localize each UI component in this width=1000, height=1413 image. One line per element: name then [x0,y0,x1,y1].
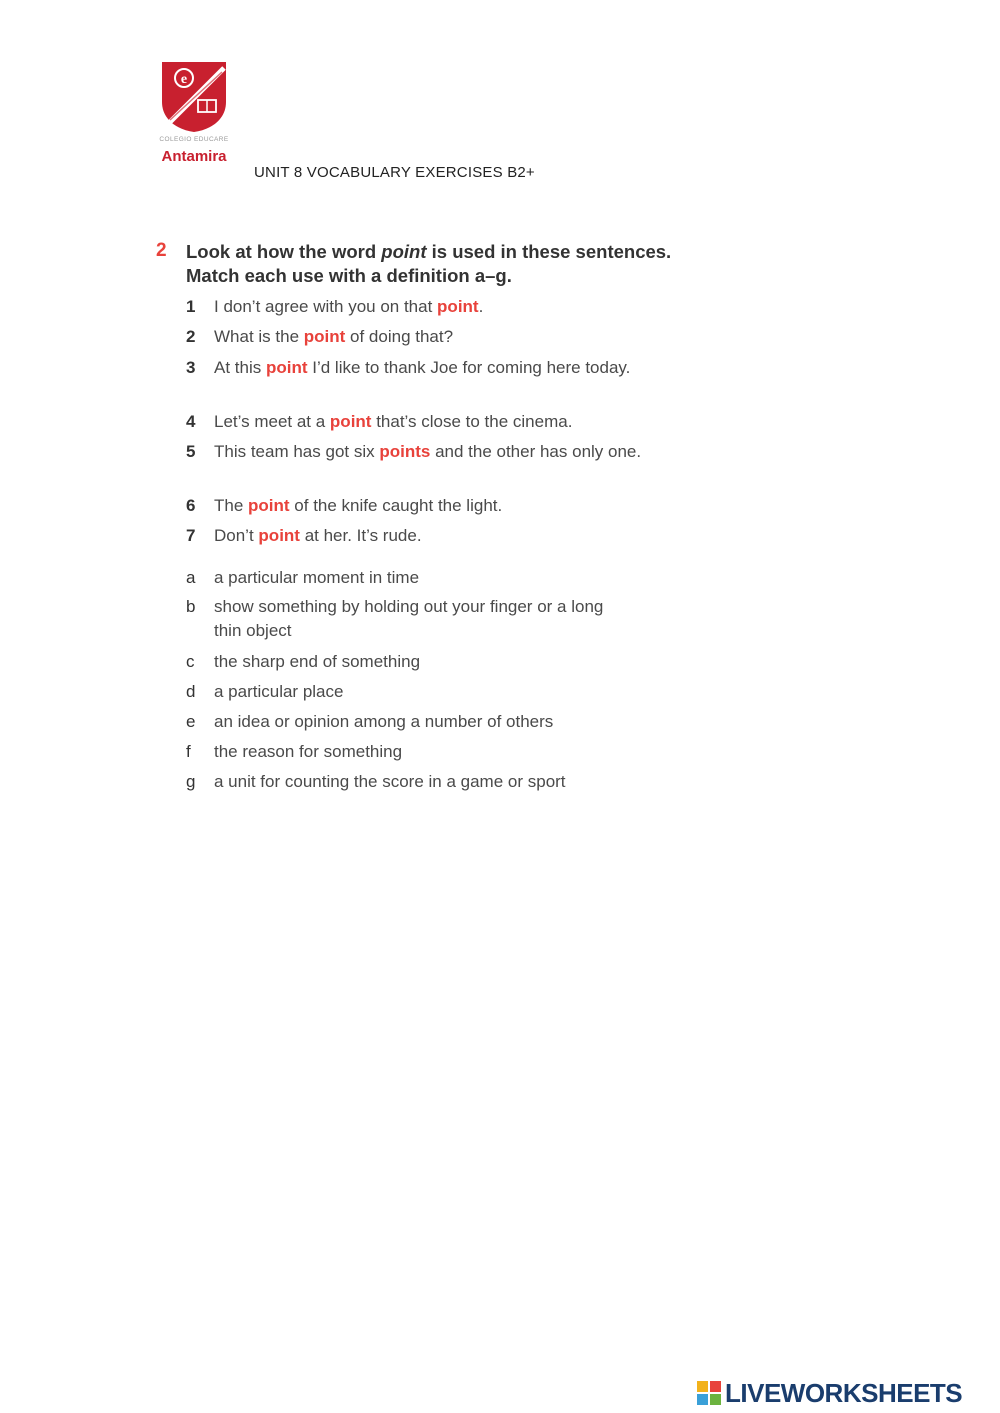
definition-letter: b [186,597,196,616]
key-word: point [248,496,290,515]
sentence-number: 4 [186,412,196,431]
key-word: point [265,358,308,377]
sentence-number: 5 [186,442,196,461]
definition-letter: a [186,568,196,587]
key-word: points [379,442,431,461]
sentence-text [214,494,674,518]
liveworksheets-logo-icon [697,1381,721,1405]
sentence-text [214,410,674,434]
key-word: point [437,297,479,316]
school-logo [148,58,244,170]
sentence-number: 2 [186,327,196,346]
key-word: point [303,327,346,346]
definition-letter: g [186,772,196,791]
sentence-number: 6 [186,496,196,515]
sentence-text [214,524,674,548]
logo-name: Antamira [161,148,227,165]
logo-subtitle: COLEGIO EDUCARE [159,136,229,143]
definition-text: a particular moment in time [214,568,420,587]
sentence-number: 7 [186,526,196,545]
sentence-part: of doing that? [345,327,454,346]
definition-text: the reason for something [214,742,403,761]
sentence-part: at her. It’s rude. [299,526,422,545]
sentence-text [214,295,674,319]
sentence-part: that’s close to the cinema. [371,412,573,431]
sentence-part: The [214,496,249,515]
definition-text: a particular place [214,682,344,701]
sentence-text [214,440,659,464]
sentence-number: 1 [186,297,196,316]
definition-letter: d [186,682,196,701]
sentence-part: What is the [214,327,304,346]
definition-text: the sharp end of something [214,652,421,671]
sentence-part: of the knife caught the light. [289,496,503,515]
page-title: UNIT 8 VOCABULARY EXERCISES B2+ [254,164,535,181]
key-word: point [329,412,372,431]
logo-letter: e [180,72,188,87]
definition-letter: e [186,712,196,731]
sentence-part: This team has got six [214,442,380,461]
sentence-number: 3 [186,358,196,377]
key-word: point [258,526,300,545]
instruction-text-end: is used in these sentences. Match each use with a definition a–g. [186,241,672,286]
sentence-part: . [478,297,484,316]
definition-letter: c [186,652,195,671]
sentence-part: I’d like to thank Joe for coming here today. [307,358,631,377]
definition-text: a unit for counting the score in a game or sport [214,772,566,791]
liveworksheets-wordmark: LIVEWORKSHEETS [725,1378,963,1408]
instruction-text-start: Look at how the word [186,241,382,262]
definition-text: an idea or opinion among a number of others [214,712,554,731]
definition-text: show something by holding out your finger or a long thin object [214,597,604,640]
instruction-key-word: point [381,241,427,262]
sentence-part: I don’t agree with you on that [214,297,438,316]
school-crest-icon [148,58,240,134]
sentence-part: Let’s meet at a [214,412,330,431]
exercise-instruction [186,240,686,288]
sentence-part: At this [214,358,266,377]
definition-letter: f [186,742,191,761]
sentence-text [214,325,674,349]
sentence-part: and the other has only one. [430,442,642,461]
exercise-number: 2 [156,240,167,261]
sentence-part: Don’t [214,526,259,545]
sentence-text [214,356,644,380]
